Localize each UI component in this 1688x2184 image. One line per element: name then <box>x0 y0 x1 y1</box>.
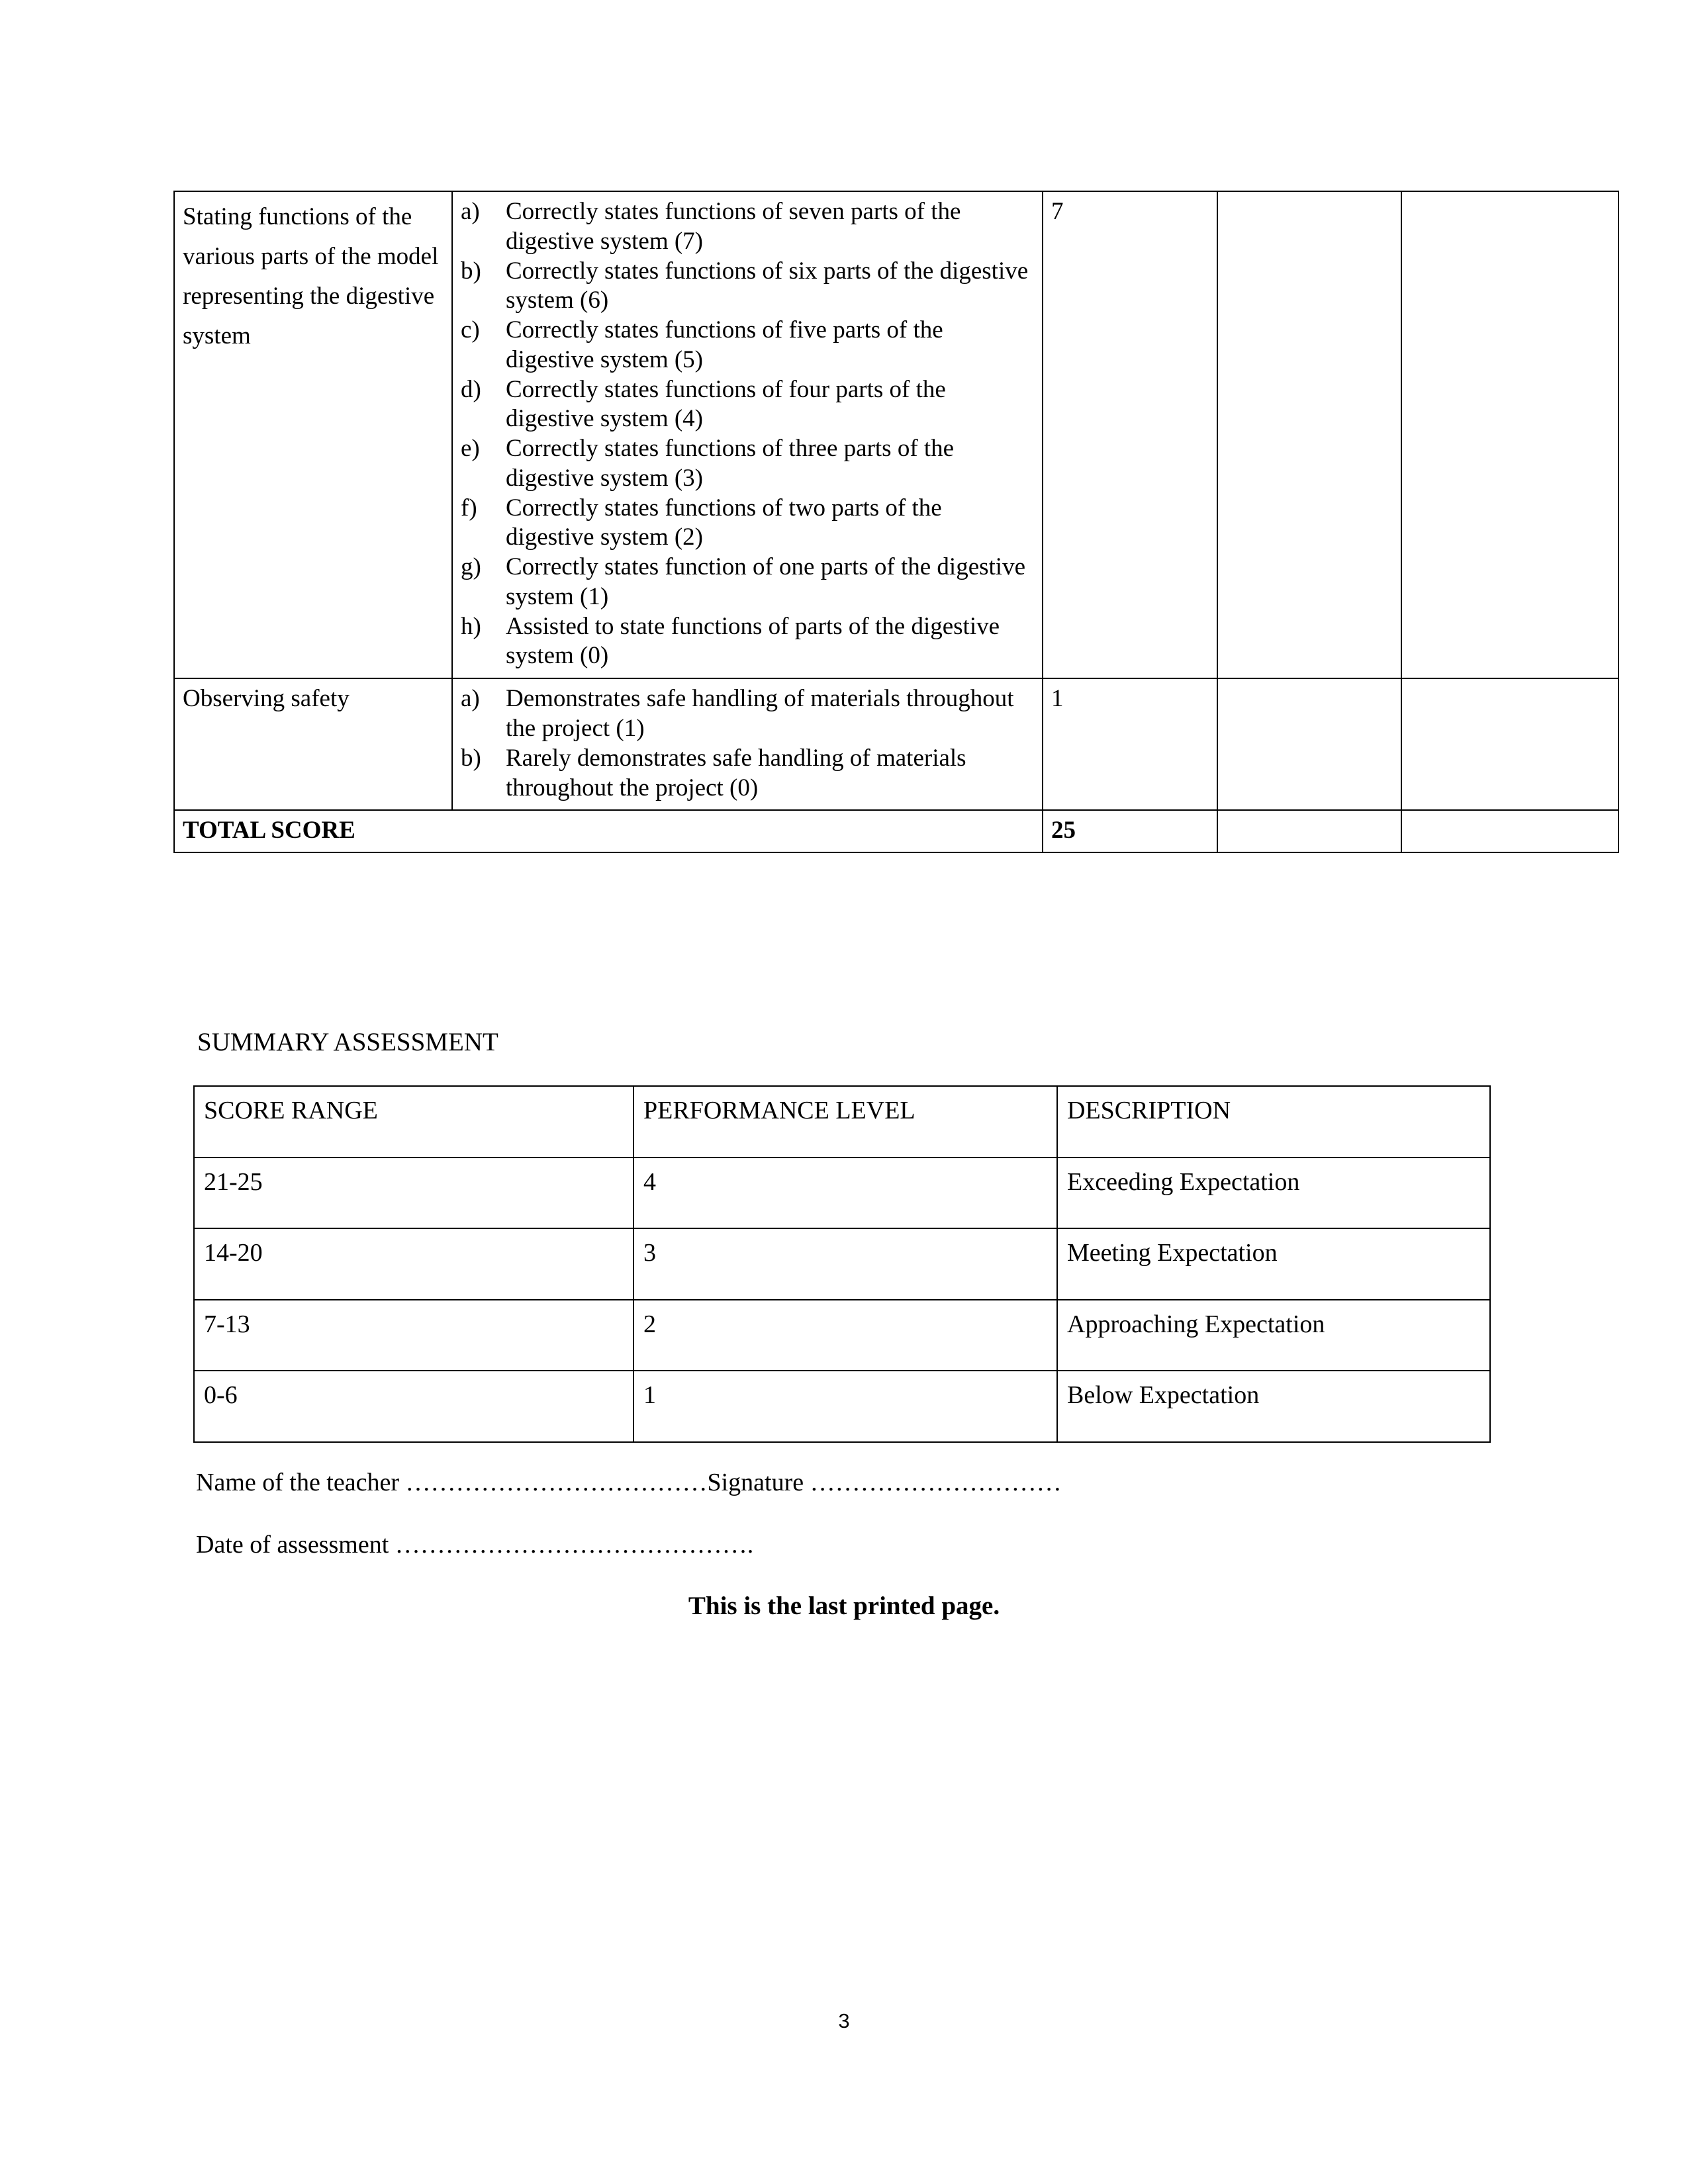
table-row <box>194 1158 1490 1229</box>
total-score-value[interactable]: 25 <box>1043 810 1217 852</box>
list-text: Correctly states functions of six parts of the digestive system (6) <box>506 257 1029 314</box>
table-row <box>194 1371 1490 1442</box>
criteria-cell <box>174 678 452 810</box>
rubric-table-container <box>173 191 1618 853</box>
table-row <box>174 191 1618 678</box>
summary-table-container <box>193 1085 1489 1443</box>
descriptor-list <box>461 197 1035 671</box>
performance-level-value: 2 <box>633 1300 1057 1371</box>
list-item <box>461 197 1035 257</box>
list-marker: a) <box>461 198 480 225</box>
signature-block <box>196 1468 1454 1592</box>
table-row <box>174 678 1618 810</box>
list-marker: g) <box>461 553 481 581</box>
criteria-label: Stating functions of the various parts of the model representing the digestive system <box>183 203 439 349</box>
description-value: Meeting Expectation <box>1057 1228 1490 1300</box>
list-marker: e) <box>461 435 480 463</box>
list-item <box>461 434 1035 494</box>
date-of-assessment-line[interactable]: Date of assessment ……………………………………. <box>196 1530 754 1559</box>
blank-cell-b[interactable] <box>1401 678 1618 810</box>
summary-assessment-heading: SUMMARY ASSESSMENT <box>197 1028 498 1056</box>
list-item <box>461 553 1035 612</box>
description-value: Below Expectation <box>1057 1371 1490 1442</box>
teacher-name-signature-line[interactable]: Name of the teacher ………………………………Signature ………………………… <box>196 1469 1062 1496</box>
list-item <box>461 494 1035 553</box>
total-blank-b[interactable] <box>1401 810 1618 852</box>
list-item <box>461 316 1035 375</box>
score-cell[interactable] <box>1043 191 1217 678</box>
score-cell[interactable] <box>1043 678 1217 810</box>
list-marker: c) <box>461 316 480 344</box>
list-text: Correctly states functions of five parts of the digestive system (5) <box>506 316 943 373</box>
criteria-label: Observing safety <box>183 685 350 713</box>
performance-level-value: 3 <box>633 1228 1057 1300</box>
score-range-value: 14-20 <box>194 1228 633 1300</box>
descriptor-cell <box>452 191 1043 678</box>
list-text: Assisted to state functions of parts of the digestive system (0) <box>506 612 1000 670</box>
descriptor-list <box>461 684 1035 803</box>
list-text: Correctly states functions of two parts of the digestive system (2) <box>506 494 942 551</box>
total-row <box>174 810 1618 852</box>
summary-table <box>193 1085 1491 1443</box>
table-row <box>194 1228 1490 1300</box>
descriptor-cell <box>452 678 1043 810</box>
list-item <box>461 257 1035 316</box>
list-marker: b) <box>461 744 481 772</box>
column-header-performance-level: PERFORMANCE LEVEL <box>633 1086 1057 1158</box>
list-text: Correctly states functions of four parts of the digestive system (4) <box>506 375 946 433</box>
table-row <box>194 1300 1490 1371</box>
last-printed-page-note: This is the last printed page. <box>688 1592 1000 1620</box>
list-text: Correctly states functions of seven parts of the digestive system (7) <box>506 198 961 255</box>
list-marker: h) <box>461 612 481 640</box>
list-text: Correctly states function of one parts of the digestive system (1) <box>506 553 1026 610</box>
list-item <box>461 744 1035 803</box>
list-text: Rarely demonstrates safe handling of materials throughout the project (0) <box>506 744 966 801</box>
description-value: Approaching Expectation <box>1057 1300 1490 1371</box>
column-header-score-range: SCORE RANGE <box>194 1086 633 1158</box>
column-header-description: DESCRIPTION <box>1057 1086 1490 1158</box>
blank-cell-b[interactable] <box>1401 191 1618 678</box>
total-blank-a[interactable] <box>1217 810 1401 852</box>
score-range-value: 21-25 <box>194 1158 633 1229</box>
list-text: Demonstrates safe handling of materials throughout the project (1) <box>506 685 1014 743</box>
blank-cell-a[interactable] <box>1217 191 1401 678</box>
score-value: 1 <box>1051 685 1064 713</box>
total-score-label: TOTAL SCORE <box>174 810 1043 852</box>
page-number: 3 <box>838 2009 850 2032</box>
performance-level-value: 1 <box>633 1371 1057 1442</box>
score-range-value: 0-6 <box>194 1371 633 1442</box>
list-marker: b) <box>461 257 481 285</box>
performance-level-value: 4 <box>633 1158 1057 1229</box>
score-range-value: 7-13 <box>194 1300 633 1371</box>
list-marker: a) <box>461 685 480 713</box>
list-item <box>461 684 1035 744</box>
score-value: 7 <box>1051 198 1064 225</box>
list-marker: d) <box>461 375 481 403</box>
description-value: Exceeding Expectation <box>1057 1158 1490 1229</box>
criteria-cell <box>174 191 452 678</box>
table-header-row <box>194 1086 1490 1158</box>
list-text: Correctly states functions of three parts of the digestive system (3) <box>506 435 955 492</box>
blank-cell-a[interactable] <box>1217 678 1401 810</box>
list-item <box>461 375 1035 435</box>
list-marker: f) <box>461 494 477 522</box>
list-item <box>461 612 1035 672</box>
rubric-table <box>173 191 1619 853</box>
